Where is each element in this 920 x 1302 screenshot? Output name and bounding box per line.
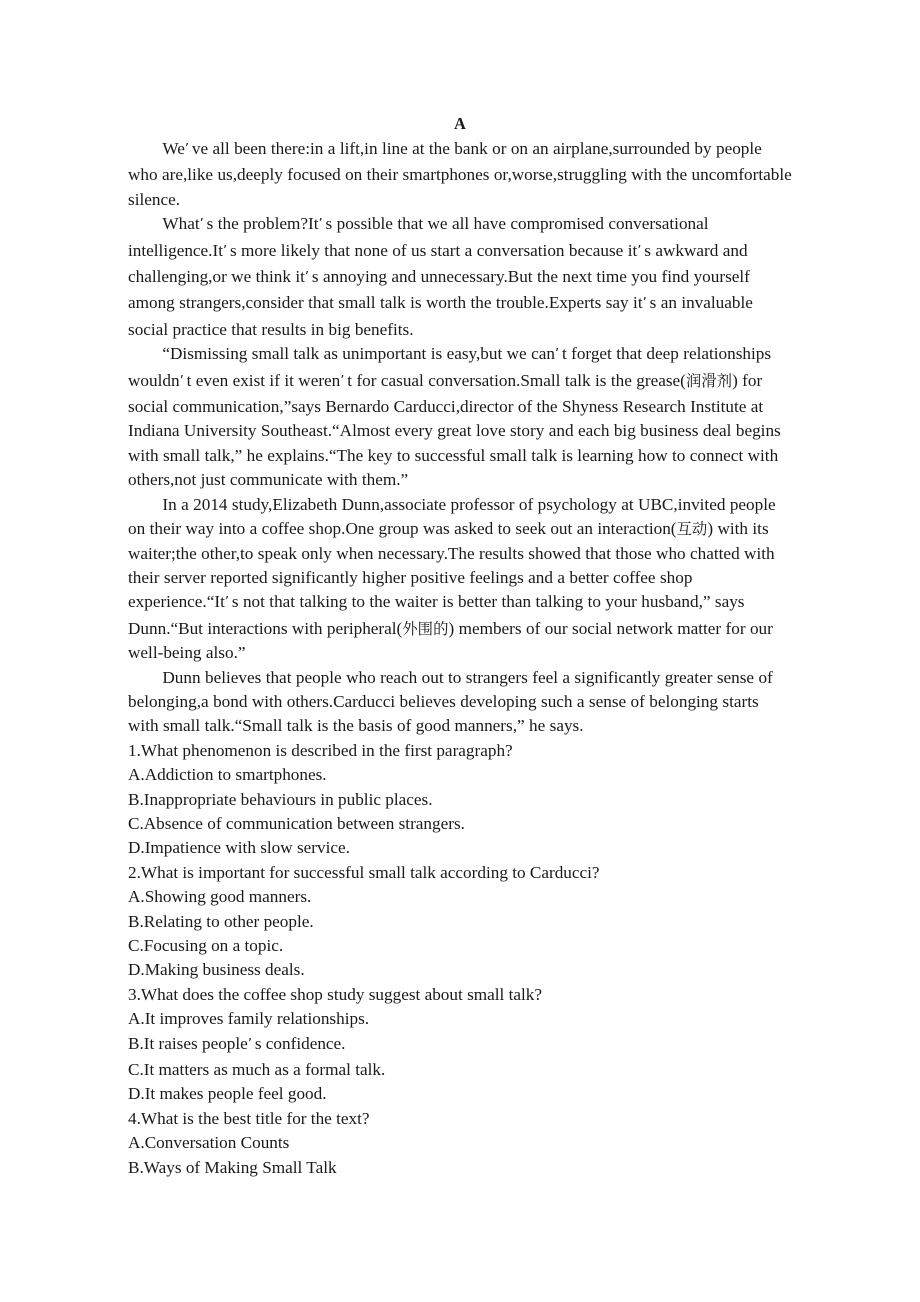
option-d[interactable]: D.Making business deals.: [128, 960, 305, 980]
apostrophe-glyph: ’: [642, 296, 650, 312]
question-2: [128, 861, 792, 983]
option-d[interactable]: D.Impatience with slow service.: [128, 838, 350, 858]
question-stem: 4.What is the best title for the text?: [128, 1108, 370, 1128]
section-label: A: [453, 114, 467, 133]
apostrophe-glyph: ’: [199, 217, 207, 233]
option-a[interactable]: A.Conversation Counts: [128, 1133, 290, 1153]
apostrophe-glyph: ’: [637, 243, 645, 259]
option-c[interactable]: C.It matters as much as a formal talk.: [128, 1060, 386, 1080]
option-d[interactable]: D.It makes people feel good.: [128, 1084, 327, 1104]
question-4: [128, 1107, 792, 1180]
passage-paragraph-3: “Dismissing small talk as unimportant is easy,but we can’t forget that deep relationships wouldn’t even exist if it weren’t for casual conversation.Small talk is the grease(润滑剂) for social communication,”says Bernardo Carducci,director of the Shyness Research Institute at Indiana University Southeast.“Almost every great love story and each big business deal begins with small talk,” he explains.“The key to successful small talk is learning how to connect with others,not just communicate with them.”: [128, 344, 781, 490]
option-b[interactable]: B.Inappropriate behaviours in public places.: [128, 789, 433, 809]
passage-paragraph-5: Dunn believes that people who reach out to strangers feel a significantly greater sense of belonging,a bond with others.Carducci believes developing such a sense of belonging starts with small talk.“Small talk is the basis of good manners,” he says.: [128, 667, 773, 736]
question-stem: 1.What phenomenon is described in the first paragraph?: [128, 740, 513, 760]
question-stem: 2.What is important for successful small talk according to Carducci?: [128, 862, 600, 882]
apostrophe-glyph: ’: [247, 1036, 255, 1052]
apostrophe-glyph: ’: [304, 270, 312, 286]
apostrophe-glyph: ’: [318, 217, 326, 233]
passage-paragraph-4: In a 2014 study,Elizabeth Dunn,associate professor of psychology at UBC,invited people on their way into a coffee shop.One group was asked to seek out an interaction(互动) with its waiter;the other,to speak only when necessary.The results showed that those who chatted with their server reported significantly higher positive feelings and a better coffee shop experience.“It’s not that talking to the waiter is better than talking to your husband,” says Dunn.“But interactions with peripheral(外围的) members of our social network matter for our well-being also.”: [128, 494, 776, 663]
apostrophe-glyph: ’: [340, 373, 348, 389]
option-c[interactable]: C.Absence of communication between strangers.: [128, 813, 465, 833]
question-stem: 3.What does the coffee shop study suggest about small talk?: [128, 984, 543, 1004]
option-b[interactable]: B.Ways of Making Small Talk: [128, 1157, 337, 1177]
question-1: [128, 739, 792, 861]
option-a[interactable]: A.Showing good manners.: [128, 887, 312, 907]
apostrophe-glyph: ’: [224, 595, 232, 611]
apostrophe-glyph: ’: [184, 142, 192, 157]
option-c[interactable]: C.Focusing on a topic.: [128, 936, 284, 955]
chinese-gloss: 润滑剂: [685, 371, 733, 390]
option-b[interactable]: B.It raises people’s confidence.: [128, 1033, 346, 1053]
passage-paragraph-1: We’ve all been there:in a lift,in line at the bank or on an airplane,surrounded by people who are,like us,deeply focused on their smartphones or,worse,struggling with the uncomfortable silence.: [128, 139, 792, 209]
option-b[interactable]: B.Relating to other people.: [128, 911, 314, 931]
question-3: [128, 983, 792, 1107]
apostrophe-glyph: ’: [554, 347, 562, 363]
option-a[interactable]: A.It improves family relationships.: [128, 1009, 370, 1029]
document-page: [128, 112, 792, 1180]
apostrophe-glyph: ’: [222, 243, 230, 259]
chinese-gloss: 外围的: [402, 619, 449, 638]
passage-paragraph-2: What’s the problem?It’s possible that we all have compromised conversational intelligence.It’s more likely that none of us start a conversation because it’s awkward and challenging,or we think it’s annoying and unnecessary.But the next time you find yourself among strangers,consider that small talk is worth the trouble.Experts say it’s an invaluable social practice that results in big benefits.: [128, 214, 753, 339]
apostrophe-glyph: ’: [179, 373, 187, 389]
chinese-gloss: 互动: [676, 520, 708, 539]
option-a[interactable]: A.Addiction to smartphones.: [128, 765, 327, 785]
